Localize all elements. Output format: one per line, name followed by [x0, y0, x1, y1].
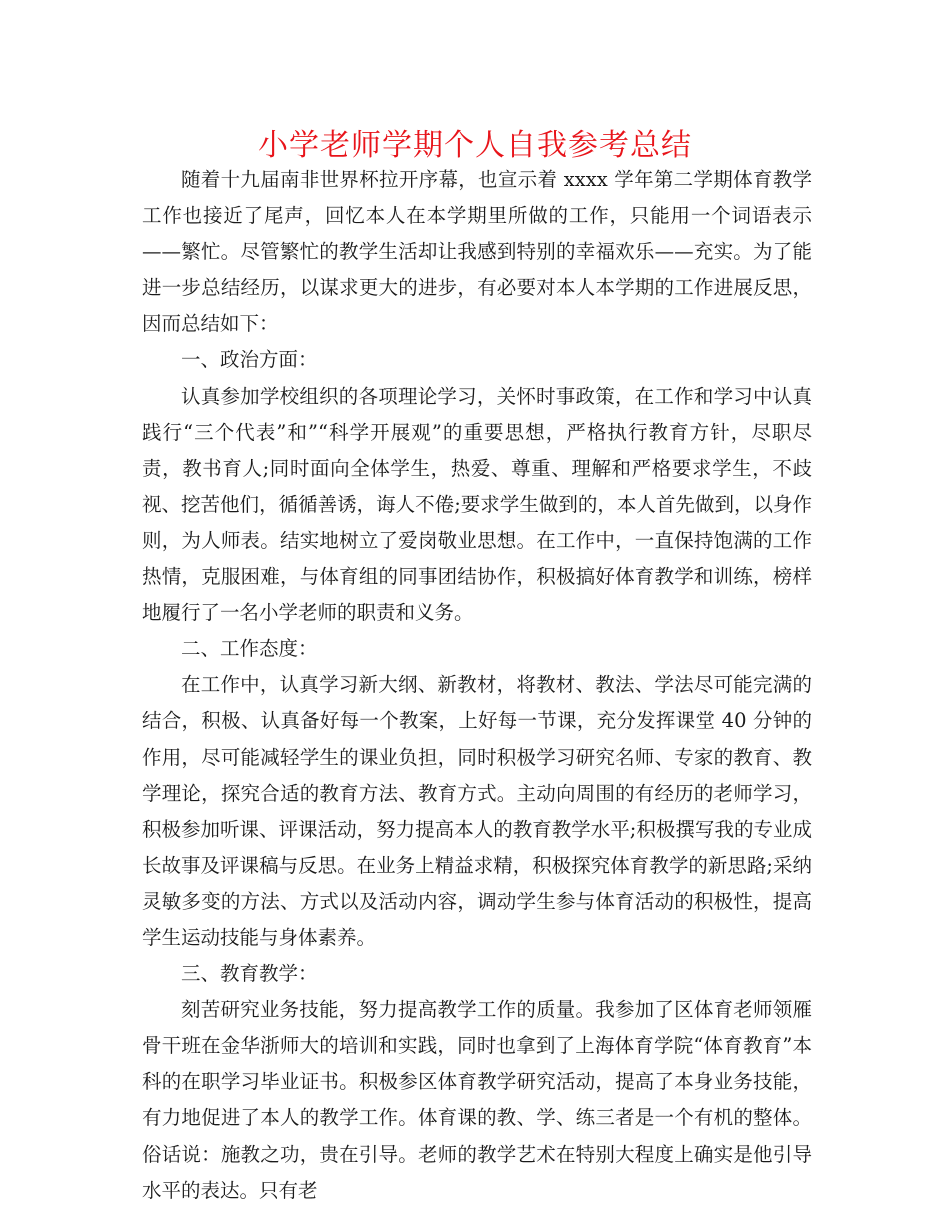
politics-paragraph: 认真参加学校组织的各项理论学习，关怀时事政策，在工作和学习中认真践行“三个代表”和”“科学开展观”的重要思想，严格执行教育方针，尽职尽责，教书育人;同时面向全体学生，热爱、尊重、理解和严格要求学生，不歧视、挖苦他们，循循善诱，诲人不倦;要求学生做到的，本人首先做到，以身作则，为人师表。结实地树立了爱岗敬业思想。在工作中，一直保持饱满的工作热情，克服困难，与体育组的同事团结协作，积极搞好体育教学和训练，榜样地履行了一名小学老师的职责和义务。 [142, 384, 812, 625]
document-title: 小学老师学期个人自我参考总结 [258, 128, 692, 163]
section-heading-teaching: 三、教育教学： [181, 962, 318, 986]
section-heading-attitude: 二、工作态度： [181, 637, 318, 661]
document-body [142, 162, 812, 1209]
intro-paragraph: 随着十九届南非世界杯拉开序幕，也宣示着 xxxx 学年第二学期体育教学工作也接近了尾声，回忆本人在本学期里所做的工作，只能用一个词语表示——繁忙。尽管繁忙的教学生活却让我感到特别的幸福欢乐——充实。为了能进一步总结经历，以谋求更大的进步，有必要对本人本学期的工作进展反思，因而总结如下： [142, 168, 812, 336]
section-heading-politics: 一、政治方面： [181, 348, 318, 372]
teaching-paragraph: 刻苦研究业务技能，努力提高教学工作的质量。我参加了区体育老师领雁骨干班在金华浙师大的培训和实践，同时也拿到了上海体育学院“体育教育”本科的在职学习毕业证书。积极参区体育教学研究活动，提高了本身业务技能，有力地促进了本人的教学工作。体育课的教、学、练三者是一个有机的整体。俗话说：施教之功，贵在引导。老师的教学艺术在特别大程度上确实是他引导水平的表达。只有老 [142, 998, 812, 1202]
attitude-paragraph: 在工作中，认真学习新大纲、新教材，将教材、教法、学法尽可能完满的结合，积极、认真备好每一个教案，上好每一节课，充分发挥课堂 40 分钟的作用，尽可能减轻学生的课业负担，同时积极学习研究名师、专家的教育、教学理论，探究合适的教育方法、教育方式。主动向周围的有经历的老师学习，积极参加听课、评课活动，努力提高本人的教育教学水平;积极撰写我的专业成长故事及评课稿与反思。在业务上精益求精，积极探究体育教学的新思路;采纳灵敏多变的方法、方式以及活动内容，调动学生参与体育活动的积极性，提高学生运动技能与身体素养。 [142, 673, 812, 949]
